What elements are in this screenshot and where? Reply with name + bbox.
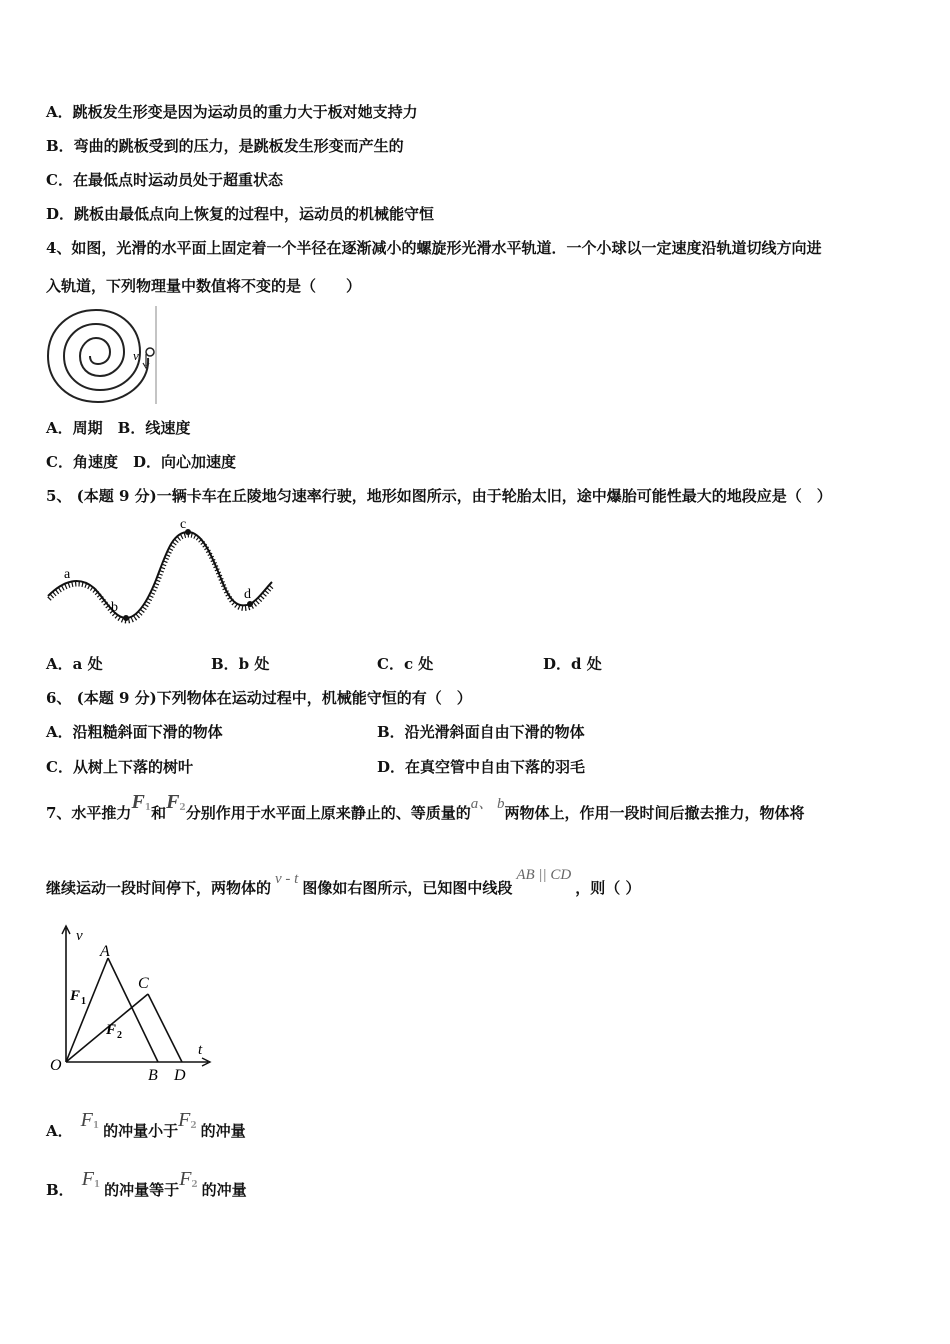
q6-option-b: B．沿光滑斜面自由下滑的物体 — [377, 723, 585, 741]
opt-b-f1: F — [81, 1168, 94, 1190]
q6-option-c: C．从树上下落的树叶 — [46, 758, 193, 776]
q4-stem-line1: 4、如图，光滑的水平面上固定着一个半径在逐渐减小的螺旋形光滑水平轨道．一个小球以一定速度沿轨道切线方向进 — [46, 239, 822, 257]
f1-graph-subscript: 1 — [81, 996, 86, 1007]
opt-b-f1-sub: 1 — [93, 1180, 101, 1190]
q6-stem: 6、 (本题 9 分)下列物体在运动过程中，机械能守恒的有（ ） — [46, 689, 472, 707]
q5-option-a: A．a 处 — [46, 655, 103, 673]
f2-graph-subscript: 2 — [117, 1030, 122, 1041]
q3-option-b: B．弯曲的跳板受到的压力，是跳板发生形变而产生的 — [46, 137, 404, 155]
vt-symbol: v - t — [275, 871, 299, 887]
q7-text-3: 两物体上，作用一段时间后撤去推力，物体将 — [504, 804, 805, 822]
ab-cd-symbol: AB || CD — [516, 867, 572, 883]
point-d-label: D — [174, 1067, 186, 1084]
q7-text-5: 图像如右图所示，已知图中线段 — [302, 879, 513, 897]
q4-options-row2: C．角速度 D．向心加速度 — [46, 453, 236, 471]
f2-subscript: 2 — [179, 803, 186, 813]
velocity-label: v — [133, 348, 139, 363]
f2-symbol: F — [166, 791, 180, 813]
q5-stem: 5、 (本题 9 分)一辆卡车在丘陵地匀速率行驶，地形如图所示，由于轮胎太旧，途中爆胎可能性最大的地段应是（ ） — [46, 487, 832, 505]
q3-option-a: A．跳板发生形变是因为运动员的重力大于板对她支持力 — [46, 103, 418, 121]
q7-option-a — [46, 1109, 246, 1146]
q3-option-c: C．在最低点时运动员处于超重状态 — [46, 171, 283, 189]
q7-option-b-prefix: B． — [46, 1181, 74, 1199]
terrain-label-a: a — [64, 567, 71, 582]
opt-b-text1: 的冲量等于 — [104, 1181, 180, 1199]
point-a-label: A — [100, 943, 110, 960]
opt-a-f1: F — [80, 1109, 93, 1131]
axis-label-v: v — [76, 928, 83, 944]
vt-graph-figure — [44, 922, 214, 1084]
q5-option-d: D．d 处 — [543, 655, 602, 673]
point-b-label: B — [148, 1067, 158, 1084]
ab-objects: a、 b — [470, 796, 505, 812]
q6-option-a: A．沿粗糙斜面下滑的物体 — [46, 723, 223, 741]
terrain-label-c: c — [180, 517, 187, 532]
opt-a-text1: 的冲量小于 — [103, 1122, 179, 1140]
q4-options-row1: A．周期 B．线速度 — [46, 419, 191, 437]
opt-a-text2: 的冲量 — [200, 1122, 246, 1140]
hilly-terrain-figure — [44, 514, 276, 626]
opt-b-f2: F — [179, 1168, 192, 1190]
q7-and: 和 — [151, 804, 167, 822]
q3-option-d: D．跳板由最低点向上恢复的过程中，运动员的机械能守恒 — [46, 205, 435, 223]
q5-option-c: C．c 处 — [377, 655, 434, 673]
ball — [146, 348, 154, 356]
axis-label-t: t — [198, 1042, 203, 1058]
f2-graph-label: F — [106, 1022, 117, 1038]
opt-a-f1-sub: 1 — [92, 1121, 100, 1131]
q7-text-2: 分别作用于水平面上原来静止的、等质量的 — [185, 804, 471, 822]
q5-option-b: B．b 处 — [211, 655, 270, 673]
q6-option-d: D．在真空管中自由下落的羽毛 — [377, 758, 586, 776]
opt-a-f2: F — [178, 1109, 191, 1131]
q7-text-4: 继续运动一段时间停下，两物体的 — [46, 879, 272, 897]
q7-text-1: 7、水平推力 — [46, 804, 132, 822]
opt-b-f2-sub: 2 — [191, 1180, 198, 1190]
opt-a-f2-sub: 2 — [190, 1121, 197, 1131]
q7-text-6: ，则（ ） — [575, 879, 641, 897]
f1-symbol: F — [131, 791, 145, 813]
q7-stem-line1 — [46, 791, 805, 828]
q4-stem-line2: 入轨道，下列物理量中数值将不变的是（ ） — [46, 277, 362, 295]
terrain-label-d: d — [244, 587, 251, 602]
spiral-track-figure — [44, 306, 160, 406]
q7-stem-line2 — [46, 867, 641, 899]
f1-subscript: 1 — [144, 803, 152, 813]
terrain-label-b: b — [111, 600, 118, 615]
q7-option-a-prefix: A． — [46, 1122, 73, 1140]
f1-graph-label: F — [70, 988, 81, 1004]
origin-label: O — [50, 1057, 62, 1074]
point-c-label: C — [138, 975, 149, 992]
q7-option-b — [46, 1168, 247, 1205]
opt-b-text2: 的冲量 — [201, 1181, 247, 1199]
